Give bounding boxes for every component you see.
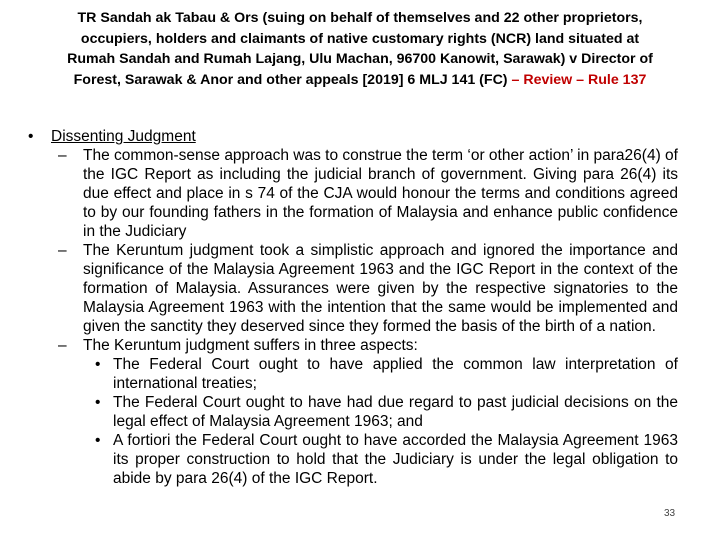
point-text: The Keruntum judgment suffers in three aspects:	[83, 337, 418, 354]
bullet-icon: •	[95, 432, 101, 449]
point-text: The Keruntum judgment took a simplistic approach and ignored the importance and significance of the Malaysia Agreement 1963 and the IGC Report in the context of the formation of Malaysia. Assurances were given by the respective signatories to the Malaysia Agreement 1963 with the intention that the same would be implemented and given the sanctity they deserved since they formed the basis of the birth of a nation.	[83, 242, 678, 335]
bullet-icon: •	[95, 394, 101, 411]
dissenting-heading-item	[28, 127, 671, 146]
title-text: TR Sandah ak Tabau & Ors (suing on behalf of themselves and 22 other proprietors, occupiers, holders and claimants of native customary rights (NCR) land situated at Rumah Sandah and Rumah Lajang, Ulu Machan, 96700 Kanowit, Sarawak) v Director of Forest, Sarawak & Anor and other appeals [2019] 6 MLJ 141 (FC)	[67, 10, 653, 88]
point-text: The common-sense approach was to construe the term ‘or other action’ in para26(4) of the IGC Report as including the judicial branch of government. Giving para 26(4) its due effect and place in s 74 of the CJA would honour the terms and conditions agreed to by our founding fathers in the formation of Malaysia and enhance public confidence in the Judiciary	[83, 147, 678, 240]
sub-point-text: The Federal Court ought to have applied the common law interpretation of international treaties;	[113, 356, 678, 392]
bullet-icon: •	[28, 128, 34, 145]
dash-icon: –	[58, 242, 67, 259]
slide-title	[60, 8, 660, 90]
slide-body	[0, 127, 720, 488]
title-review-label: – Review – Rule 137	[507, 71, 647, 88]
sub-point-text: A fortiori the Federal Court ought to have accorded the Malaysia Agreement 1963 its proper construction to hold that the Judiciary is under the legal obligation to abide by para 26(4) of the IGC Report.	[113, 432, 678, 487]
sub-list-item	[95, 431, 678, 488]
list-item	[58, 241, 678, 336]
list-item	[58, 336, 678, 355]
dash-icon: –	[58, 147, 67, 164]
bullet-icon: •	[95, 356, 101, 373]
dash-icon: –	[58, 337, 67, 354]
sub-point-text: The Federal Court ought to have had due regard to past judicial decisions on the legal effect of Malaysia Agreement 1963; and	[113, 394, 678, 430]
sub-list-item	[95, 355, 678, 393]
page-number: 33	[664, 508, 676, 519]
list-item	[58, 146, 678, 241]
dissenting-heading: Dissenting Judgment	[51, 128, 196, 145]
sub-list-item	[95, 393, 678, 431]
